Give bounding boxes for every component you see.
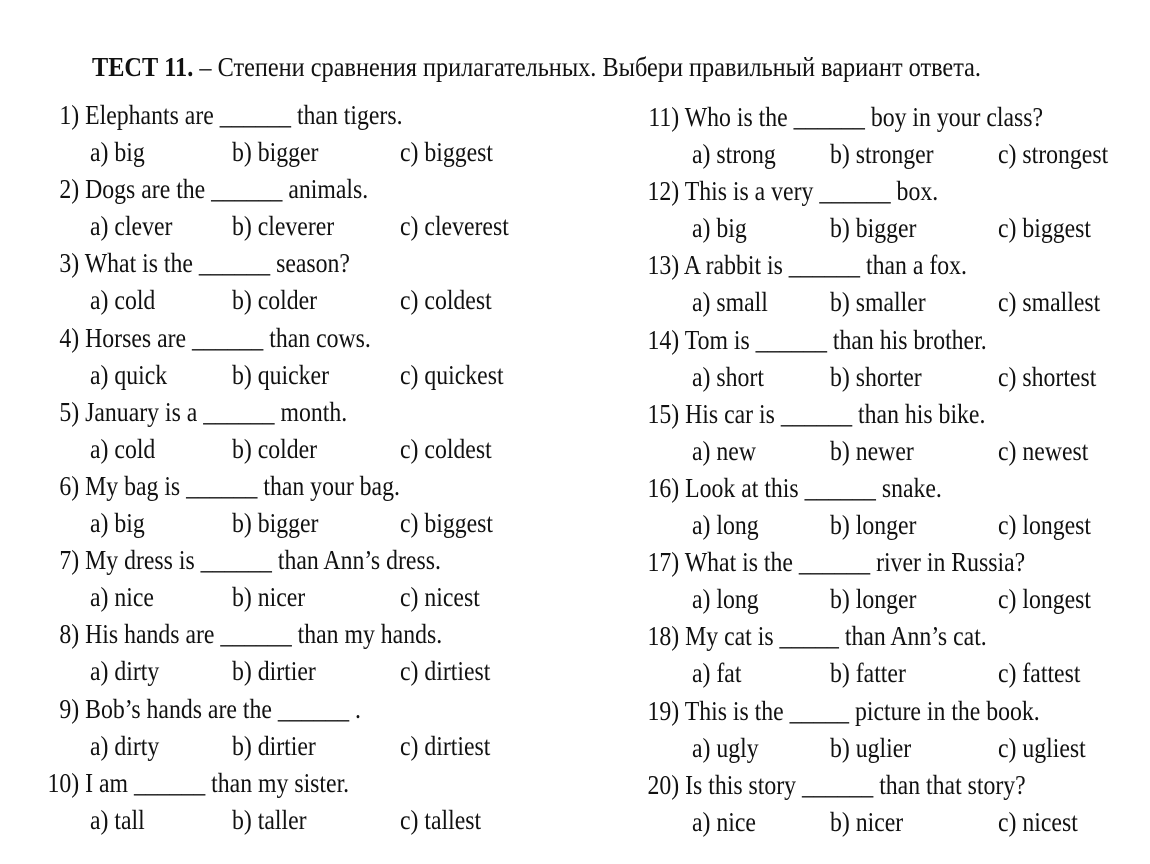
option-c: c) nicest xyxy=(400,582,480,613)
option-c: c) biggest xyxy=(998,213,1092,244)
question-20 xyxy=(644,770,1026,801)
answer-blank: ______ xyxy=(192,322,264,353)
option-b: b) bigger xyxy=(830,213,917,244)
question-8 xyxy=(44,619,442,650)
option-a: a) big xyxy=(692,213,747,244)
answer-blank: ______ xyxy=(780,398,853,429)
question-text-before: Who is the xyxy=(684,102,788,132)
option-b: b) shorter xyxy=(830,361,922,392)
question-number: 7) xyxy=(59,545,80,576)
option-b: b) bigger xyxy=(232,508,319,538)
test-title xyxy=(92,52,981,83)
option-c: c) ugliest xyxy=(998,732,1086,763)
question-text-after: than your bag. xyxy=(263,471,400,501)
option-a: a) cold xyxy=(90,433,156,464)
question-10 xyxy=(44,768,349,799)
option-b: b) uglier xyxy=(830,732,912,763)
question-text-before: Look at this xyxy=(685,473,799,503)
question-text-after: than that story? xyxy=(879,769,1026,800)
option-c: c) cleverest xyxy=(400,211,509,242)
question-14 xyxy=(644,325,987,356)
answer-blank: ______ xyxy=(788,250,861,281)
question-text-after: season? xyxy=(276,248,350,279)
option-c: c) biggest xyxy=(400,508,494,538)
question-text-after: than a fox. xyxy=(865,250,967,281)
option-b: b) cleverer xyxy=(232,211,335,242)
question-number: 14) xyxy=(647,324,680,355)
option-c: c) newest xyxy=(998,435,1089,466)
question-3 xyxy=(44,248,350,279)
option-b: b) longer xyxy=(830,510,917,540)
option-c: c) shortest xyxy=(998,361,1097,392)
question-text-before: This is the xyxy=(684,695,784,726)
question-16 xyxy=(644,473,942,504)
question-1 xyxy=(44,100,403,131)
question-number: 2) xyxy=(59,174,80,205)
option-c: c) longest xyxy=(998,510,1092,540)
option-a: a) clever xyxy=(90,211,173,242)
option-b: b) colder xyxy=(232,433,318,464)
question-text-before: My bag is xyxy=(85,471,181,501)
question-number: 12) xyxy=(647,176,680,207)
option-b: b) nicer xyxy=(232,582,306,613)
question-17 xyxy=(644,547,1025,578)
question-11 xyxy=(644,102,1043,133)
question-15 xyxy=(644,399,985,430)
option-a: a) quick xyxy=(90,359,168,390)
question-number: 10) xyxy=(47,767,80,798)
answer-blank: ______ xyxy=(819,176,891,207)
option-c: c) strongest xyxy=(998,139,1109,169)
option-a: a) new xyxy=(692,435,756,466)
question-7 xyxy=(44,545,441,576)
option-a: a) tall xyxy=(90,804,145,835)
question-18 xyxy=(644,621,987,652)
option-c: c) biggest xyxy=(400,137,494,167)
option-b: b) bigger xyxy=(232,137,319,167)
option-c: c) quickest xyxy=(400,359,504,390)
option-a: a) nice xyxy=(692,806,756,837)
question-text-before: His car is xyxy=(685,398,775,429)
question-text-after: box. xyxy=(896,176,939,207)
option-a: a) small xyxy=(692,287,768,318)
question-number: 6) xyxy=(59,471,80,501)
question-6 xyxy=(44,471,400,502)
option-a: a) dirty xyxy=(90,730,160,761)
option-c: c) dirtiest xyxy=(400,656,491,687)
question-9 xyxy=(44,694,361,725)
option-b: b) dirtier xyxy=(232,656,316,687)
question-text-before: Horses are xyxy=(85,322,187,353)
option-a: a) long xyxy=(692,510,759,540)
question-text-before: Is this story xyxy=(685,769,797,800)
option-c: c) coldest xyxy=(400,433,492,464)
question-text-after: than Ann’s dress. xyxy=(277,545,441,576)
option-c: c) longest xyxy=(998,584,1092,615)
question-text-before: This is a very xyxy=(684,176,814,207)
answer-blank: ______ xyxy=(211,174,283,205)
option-b: b) dirtier xyxy=(232,730,316,761)
option-a: a) fat xyxy=(692,658,742,689)
answer-blank: ______ xyxy=(200,545,272,576)
question-text-before: Dogs are the xyxy=(85,174,206,205)
option-c: c) smallest xyxy=(998,287,1101,318)
question-12 xyxy=(644,176,938,207)
question-number: 18) xyxy=(647,621,680,652)
question-text-before: My cat is xyxy=(685,621,774,652)
answer-blank: ______ xyxy=(801,769,874,800)
option-b: b) nicer xyxy=(830,806,904,837)
option-b: b) smaller xyxy=(830,287,926,318)
question-text-before: His hands are xyxy=(85,619,215,650)
question-number: 11) xyxy=(648,102,680,132)
option-b: b) fatter xyxy=(830,658,906,689)
answer-blank: ______ xyxy=(755,324,827,355)
question-text-after: than tigers. xyxy=(296,100,403,130)
question-number: 1) xyxy=(59,100,80,130)
option-a: a) dirty xyxy=(90,656,160,687)
answer-blank: ______ xyxy=(220,619,292,650)
question-5 xyxy=(44,397,347,428)
question-text-after: than my hands. xyxy=(297,619,443,650)
question-text-before: Bob’s hands are the xyxy=(85,693,272,724)
question-4 xyxy=(44,323,371,354)
answer-blank: ______ xyxy=(219,100,292,130)
answer-blank: ______ xyxy=(203,396,275,427)
option-c: c) tallest xyxy=(400,804,482,835)
answer-blank: ______ xyxy=(198,248,271,279)
question-text-before: Tom is xyxy=(684,324,750,355)
question-number: 3) xyxy=(59,248,80,279)
question-number: 13) xyxy=(647,250,680,281)
question-13 xyxy=(644,250,967,281)
option-a: a) cold xyxy=(90,285,156,316)
option-a: a) short xyxy=(692,361,764,392)
test-instructions: – Степени сравнения прилагательных. Выбери правильный вариант ответа. xyxy=(199,52,982,82)
answer-blank: ______ xyxy=(186,471,258,501)
question-number: 9) xyxy=(59,693,80,724)
question-text-after: boy in your class? xyxy=(870,102,1044,132)
answer-blank: ______ xyxy=(804,473,876,503)
question-number: 15) xyxy=(647,398,680,429)
question-text-after: than his bike. xyxy=(858,398,986,429)
answer-blank: ______ xyxy=(133,767,206,798)
option-c: c) dirtiest xyxy=(400,730,491,761)
answer-blank: ______ xyxy=(798,547,871,578)
question-text-before: A rabbit is xyxy=(683,250,783,281)
test-label: ТЕСТ 11. xyxy=(92,52,194,82)
option-c: c) coldest xyxy=(400,285,492,316)
question-text-after: than cows. xyxy=(269,322,371,353)
option-c: c) fattest xyxy=(998,658,1081,689)
question-text-after: month. xyxy=(280,396,348,427)
question-number: 16) xyxy=(647,473,680,503)
question-text-after: snake. xyxy=(881,473,942,503)
option-a: a) strong xyxy=(692,139,776,169)
question-text-after: . xyxy=(355,693,361,724)
answer-blank: _____ xyxy=(789,695,850,726)
question-2 xyxy=(44,174,368,205)
question-text-after: than my sister. xyxy=(211,767,350,798)
option-b: b) newer xyxy=(830,435,914,466)
answer-blank: ______ xyxy=(793,102,865,132)
question-number: 19) xyxy=(647,695,680,726)
option-b: b) stronger xyxy=(830,139,934,169)
question-number: 4) xyxy=(59,322,80,353)
question-text-before: I am xyxy=(85,767,129,798)
question-text-after: river in Russia? xyxy=(876,547,1026,578)
question-number: 20) xyxy=(647,769,680,800)
question-19 xyxy=(644,696,1040,727)
option-a: a) ugly xyxy=(692,732,759,763)
question-text-after: than Ann’s cat. xyxy=(844,621,987,652)
question-text-after: than his brother. xyxy=(832,324,987,355)
question-text-before: What is the xyxy=(84,248,193,279)
option-a: a) big xyxy=(90,508,145,538)
option-b: b) quicker xyxy=(232,359,329,390)
question-number: 17) xyxy=(647,547,680,578)
question-number: 5) xyxy=(59,396,80,427)
question-text-before: January is a xyxy=(85,396,198,427)
option-b: b) taller xyxy=(232,804,307,835)
option-c: c) nicest xyxy=(998,806,1078,837)
option-a: a) nice xyxy=(90,582,154,613)
question-text-after: animals. xyxy=(288,174,369,205)
question-number: 8) xyxy=(59,619,80,650)
answer-blank: ______ xyxy=(277,693,350,724)
option-a: a) long xyxy=(692,584,759,615)
option-b: b) colder xyxy=(232,285,318,316)
question-text-before: What is the xyxy=(684,547,793,578)
question-text-before: My dress is xyxy=(85,545,195,576)
option-a: a) big xyxy=(90,137,145,167)
answer-blank: _____ xyxy=(779,621,839,652)
question-text-after: picture in the book. xyxy=(854,695,1040,726)
option-b: b) longer xyxy=(830,584,917,615)
question-text-before: Elephants are xyxy=(85,100,214,130)
